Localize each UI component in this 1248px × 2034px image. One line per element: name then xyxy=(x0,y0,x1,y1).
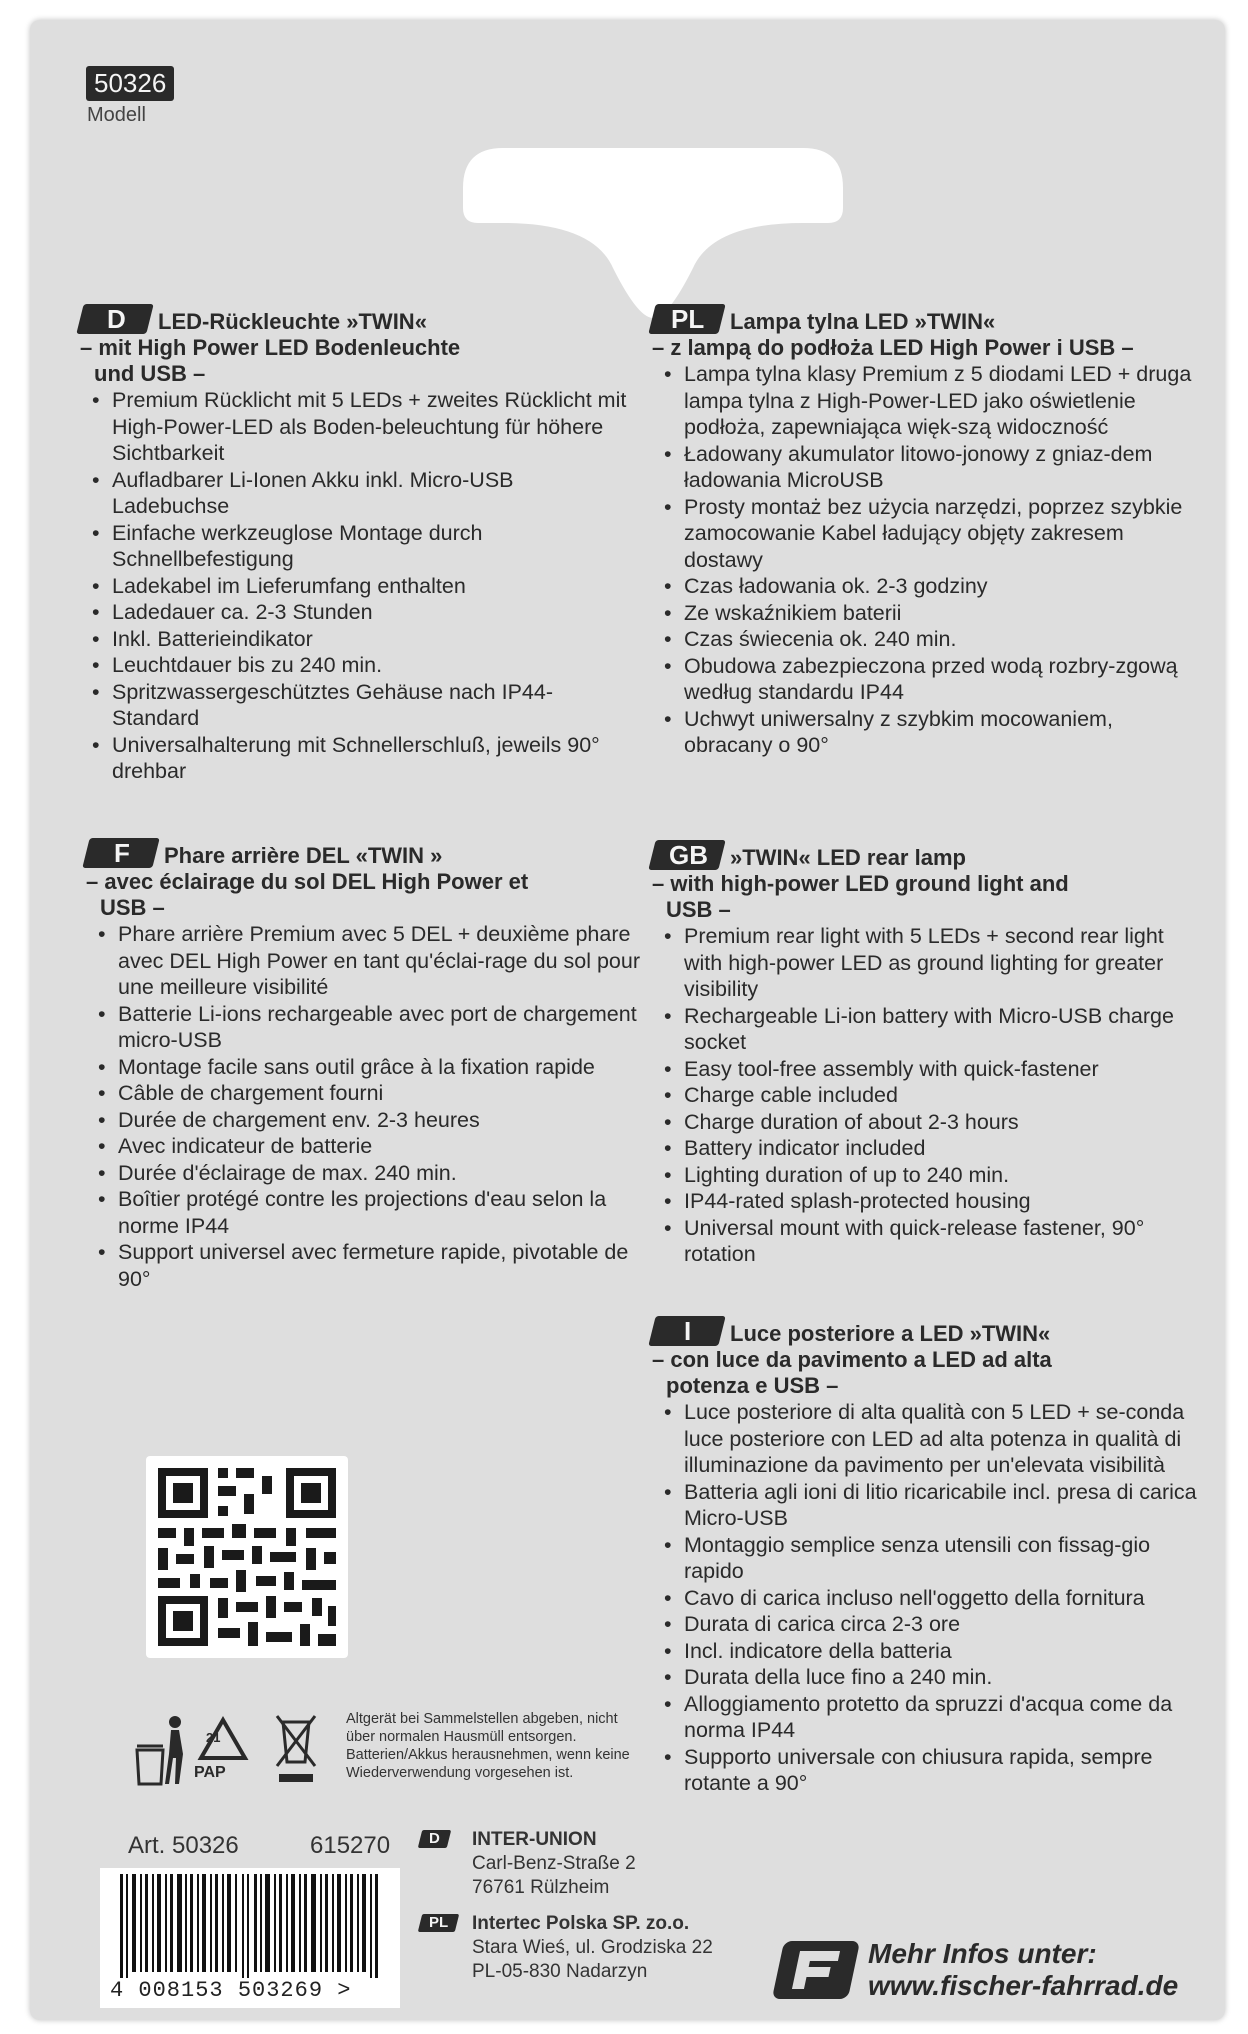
importer-address-line: Carl-Benz-Straße 2 xyxy=(472,1853,636,1874)
list-item: • Boîtier protégé contre les projections d'eau selon la norme IP44 xyxy=(104,1186,641,1239)
list-item: • Aufladbarer Li-Ionen Akku inkl. Micro-USB Ladebuchse xyxy=(98,467,635,520)
language-flag-de: D xyxy=(76,304,153,334)
list-item: • Ze wskaźnikiem baterii xyxy=(670,600,1207,627)
list-item: • Spritzwassergeschütztes Gehäuse nach IP44-Standard xyxy=(98,679,635,732)
section-pl xyxy=(652,302,1207,759)
qr-code-icon xyxy=(146,1456,348,1658)
model-number-badge: 50326 xyxy=(86,66,174,101)
section-title: »TWIN« LED rear lamp xyxy=(730,845,966,870)
list-item: • Support universel avec fermeture rapide, pivotable de 90° xyxy=(104,1239,641,1292)
section-subtitle: – con luce da pavimento a LED ad alta potenza e USB – xyxy=(652,1347,1052,1398)
importer-address-line: 76761 Rülzheim xyxy=(472,1877,610,1898)
language-flag-it: I xyxy=(648,1316,725,1346)
article-number: Art. 50326 xyxy=(128,1832,239,1859)
disposal-icons xyxy=(133,1710,333,1790)
list-item: • Montage facile sans outil grâce à la fixation rapide xyxy=(104,1054,641,1081)
language-flag-gb: GB xyxy=(648,840,725,870)
list-item: • Lampa tylna klasy Premium z 5 diodami LED + druga lampa tylna z High-Power-LED jako oświetlenie podłoża, zapewniająca więk-szą widoczność xyxy=(670,361,1207,441)
list-item: • Charge cable included xyxy=(670,1082,1207,1109)
list-item: • Batteria agli ioni di litio ricaricabile incl. presa di carica Micro-USB xyxy=(670,1479,1207,1532)
list-item: • Universal mount with quick-release fastener, 90° rotation xyxy=(670,1215,1207,1268)
disposal-text: Altgerät bei Sammelstellen abgeben, nicht über normalen Hausmüll entsorgen. Batterien/Akkus herausnehmen, wenn keine Wiederverwendung vorgesehen ist. xyxy=(346,1711,630,1781)
importer-name: Intertec Polska SP. zo.o. xyxy=(472,1913,690,1934)
recycle-number: 21 xyxy=(206,1730,221,1745)
language-flag-pl: PL xyxy=(648,304,725,334)
package-back-card xyxy=(30,20,1225,2020)
feature-list xyxy=(80,387,635,785)
list-item: • Câble de chargement fourni xyxy=(104,1080,641,1107)
list-item: • Inkl. Batterieindikator xyxy=(98,626,635,653)
list-item: • Phare arrière Premium avec 5 DEL + deuxième phare avec DEL High Power en tant qu'éclai-rage du sol pour une meilleure visibilité xyxy=(104,921,641,1001)
list-item: • Durata della luce fino a 240 min. xyxy=(670,1664,1207,1691)
list-item: • Charge duration of about 2-3 hours xyxy=(670,1109,1207,1136)
list-item: • Prosty montaż bez użycia narzędzi, poprzez szybkie zamocowanie Kabel ładujący objęty zakresem dostawy xyxy=(670,494,1207,574)
list-item: • Ładowany akumulator litowo-jonowy z gniaz-dem ładowania MicroUSB xyxy=(670,441,1207,494)
section-subtitle: – mit High Power LED Bodenleuchte und USB – xyxy=(80,335,461,386)
list-item: • Durée d'éclairage de max. 240 min. xyxy=(104,1160,641,1187)
list-item: • Premium rear light with 5 LEDs + second rear light with high-power LED as ground lighting for greater visibility xyxy=(670,923,1207,1003)
list-item: • Czas ładowania ok. 2-3 godziny xyxy=(670,573,1207,600)
list-item: • Premium Rücklicht mit 5 LEDs + zweites Rücklicht mit High-Power-LED als Boden-beleuchtung für höhere Sichtbarkeit xyxy=(98,387,635,467)
model-label: Modell xyxy=(87,104,146,126)
list-item: • Lighting duration of up to 240 min. xyxy=(670,1162,1207,1189)
section-title: Phare arrière DEL «TWIN » xyxy=(164,843,443,868)
list-item: • Universalhalterung mit Schnellerschluß, jeweils 90° drehbar xyxy=(98,732,635,785)
list-item: • Durée de chargement env. 2-3 heures xyxy=(104,1107,641,1134)
list-item: • Avec indicateur de batterie xyxy=(104,1133,641,1160)
section-it xyxy=(652,1314,1207,1797)
section-title: LED-Rückleuchte »TWIN« xyxy=(158,309,427,334)
list-item: • Leuchtdauer bis zu 240 min. xyxy=(98,652,635,679)
language-flag-fr: F xyxy=(82,838,159,868)
importer-pl xyxy=(420,1912,760,1984)
importer-flag-de: D xyxy=(418,1830,451,1848)
qr-code[interactable] xyxy=(146,1456,348,1658)
crossed-bin-icon xyxy=(277,1716,315,1782)
list-item: • Supporto universale con chiusura rapida, sempre rotante a 90° xyxy=(670,1744,1207,1797)
section-subtitle: – avec éclairage du sol DEL High Power et USB – xyxy=(86,869,529,920)
recycle-label: PAP xyxy=(194,1764,226,1781)
section-title: Lampa tylna LED »TWIN« xyxy=(730,309,996,334)
section-gb xyxy=(652,838,1207,1268)
list-item: • Batterie Li-ions rechargeable avec port de chargement micro-USB xyxy=(104,1001,641,1054)
list-item: • Durata di carica circa 2-3 ore xyxy=(670,1611,1207,1638)
list-item: • IP44-rated splash-protected housing xyxy=(670,1188,1207,1215)
importer-name: INTER-UNION xyxy=(472,1829,597,1850)
list-item: • Obudowa zabezpieczona przed wodą rozbry-zgową według standardu IP44 xyxy=(670,653,1207,706)
list-item: • Cavo di carica incluso nell'oggetto della fornitura xyxy=(670,1585,1207,1612)
list-item: • Alloggiamento protetto da spruzzi d'acqua come da norma IP44 xyxy=(670,1691,1207,1744)
list-item: • Rechargeable Li-ion battery with Micro-USB charge socket xyxy=(670,1003,1207,1056)
tidyman-icon xyxy=(137,1716,183,1784)
list-item: • Einfache werkzeuglose Montage durch Schnellbefestigung xyxy=(98,520,635,573)
feature-list xyxy=(652,361,1207,759)
list-item: • Czas świecenia ok. 240 min. xyxy=(670,626,1207,653)
section-de xyxy=(80,302,635,785)
list-item: • Battery indicator included xyxy=(670,1135,1207,1162)
section-subtitle: – with high-power LED ground light and USB – xyxy=(652,871,1069,922)
importer-flag-pl: PL xyxy=(418,1914,460,1932)
fischer-logo-icon xyxy=(772,1941,860,1999)
list-item: • Luce posteriore di alta qualità con 5 LED + se-conda luce posteriore con LED ad alta potenza in qualità di illuminazione da pavimento per un'elevata visibilità xyxy=(670,1399,1207,1479)
section-fr xyxy=(86,836,641,1292)
more-info xyxy=(778,1938,1178,2002)
website-link[interactable]: www.fischer-fahrrad.de xyxy=(868,1970,1179,2001)
list-item: • Ladekabel im Lieferumfang enthalten xyxy=(98,573,635,600)
barcode-digits: 4 008153 503269 > xyxy=(110,1978,352,2003)
section-title: Luce posteriore a LED »TWIN« xyxy=(730,1321,1051,1346)
hang-hole xyxy=(463,148,843,318)
feature-list xyxy=(652,923,1207,1268)
importer-address-line: Stara Wieś, ul. Grodziska 22 xyxy=(472,1937,713,1958)
list-item: • Incl. indicatore della batteria xyxy=(670,1638,1207,1665)
more-info-label: Mehr Infos unter: xyxy=(868,1938,1097,1969)
importer-address-line: PL-05-830 Nadarzyn xyxy=(472,1961,648,1982)
article-code: 615270 xyxy=(310,1832,391,1859)
list-item: • Ladedauer ca. 2-3 Stunden xyxy=(98,599,635,626)
feature-list xyxy=(86,921,641,1292)
importer-de xyxy=(420,1828,760,1900)
list-item: • Uchwyt uniwersalny z szybkim mocowaniem, obracany o 90° xyxy=(670,706,1207,759)
barcode-bars xyxy=(100,1868,400,1978)
list-item: • Easy tool-free assembly with quick-fastener xyxy=(670,1056,1207,1083)
section-subtitle: – z lampą do podłoża LED High Power i USB – xyxy=(652,335,1134,360)
feature-list xyxy=(652,1399,1207,1797)
list-item: • Montaggio semplice senza utensili con fissag-gio rapido xyxy=(670,1532,1207,1585)
